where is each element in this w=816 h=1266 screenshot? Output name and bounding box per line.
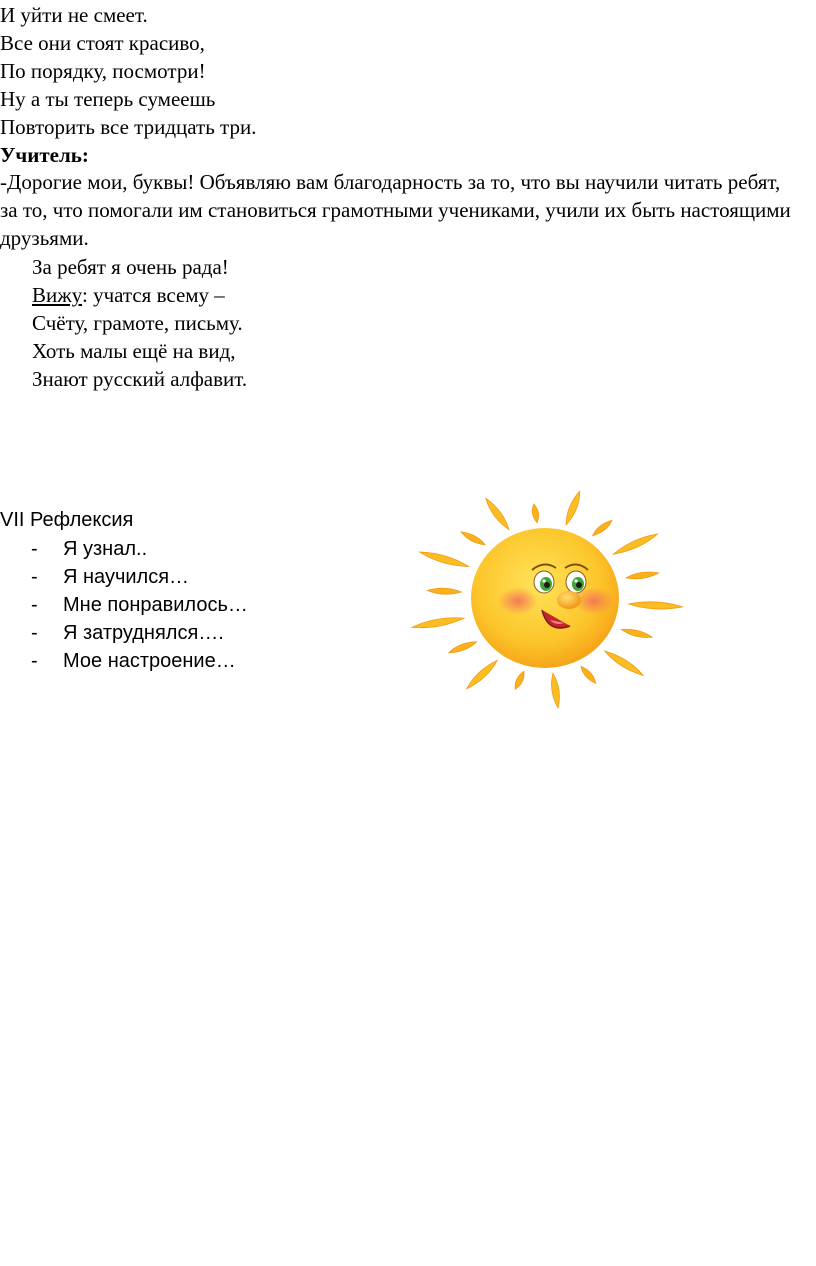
list-bullet: - (31, 650, 38, 672)
poem-line: Все они стоят красиво, (0, 31, 205, 55)
sun-ray (581, 666, 596, 683)
poem-line: Повторить все тридцать три. (0, 115, 257, 139)
sun-ray (420, 552, 469, 566)
list-bullet: - (31, 622, 38, 644)
teacher-poem-line-rest: : учатся всему – (81, 283, 225, 307)
sun-ray (621, 629, 652, 637)
smiling-sun-icon (404, 486, 694, 716)
sun-nose (557, 591, 581, 609)
sun-ray (427, 588, 461, 594)
teacher-poem-line: Знают русский алфавит. (32, 367, 248, 391)
underlined-word: Вижу (32, 283, 82, 307)
sun-ray (566, 491, 580, 525)
reflection-item-text: Я узнал.. (63, 538, 148, 560)
sun-ray (467, 660, 498, 689)
sun-ray (593, 520, 612, 535)
reflection-item-text: Мне понравилось… (63, 594, 248, 616)
sun-ray (532, 504, 538, 523)
poem-line: И уйти не смеет. (0, 3, 148, 27)
left-cheek (498, 587, 538, 615)
teacher-poem-line: За ребят я очень рада! (32, 255, 229, 279)
sun-illustration (404, 486, 694, 716)
poem-line: Ну а ты теперь сумеешь (0, 87, 216, 111)
sun-ray (412, 618, 464, 628)
reflection-item-text: Я затруднялся…. (63, 622, 224, 644)
sun-ray (613, 534, 657, 554)
sun-ray (626, 572, 659, 579)
teacher-poem-line: Счёту, грамоте, письму. (32, 311, 243, 335)
list-bullet: - (31, 538, 38, 560)
list-bullet: - (31, 594, 38, 616)
teacher-poem-line (32, 281, 225, 309)
list-bullet: - (31, 566, 38, 588)
poem-line: По порядку, посмотри! (0, 59, 206, 83)
reflection-item-text: Я научился… (63, 566, 190, 588)
sun-ray (605, 651, 643, 675)
teacher-speech: -Дорогие мои, буквы! Объявляю вам благодарность за то, что вы научили читать ребят, за то, что помогали им становиться грамотными учениками, учили их быть настоящими друзьями. (0, 170, 791, 250)
sun-ray (461, 532, 485, 545)
sun-ray (629, 602, 683, 609)
teacher-poem-line: Хоть малы ещё на вид, (32, 339, 236, 363)
sun-ray (552, 673, 560, 708)
reflection-heading: VII Рефлексия (0, 509, 134, 531)
sun-ray (449, 642, 477, 653)
teacher-label: Учитель: (0, 143, 89, 167)
sun-ray (515, 671, 524, 689)
reflection-item-text: Мое настроение… (63, 650, 236, 672)
sun-ray (486, 498, 509, 529)
